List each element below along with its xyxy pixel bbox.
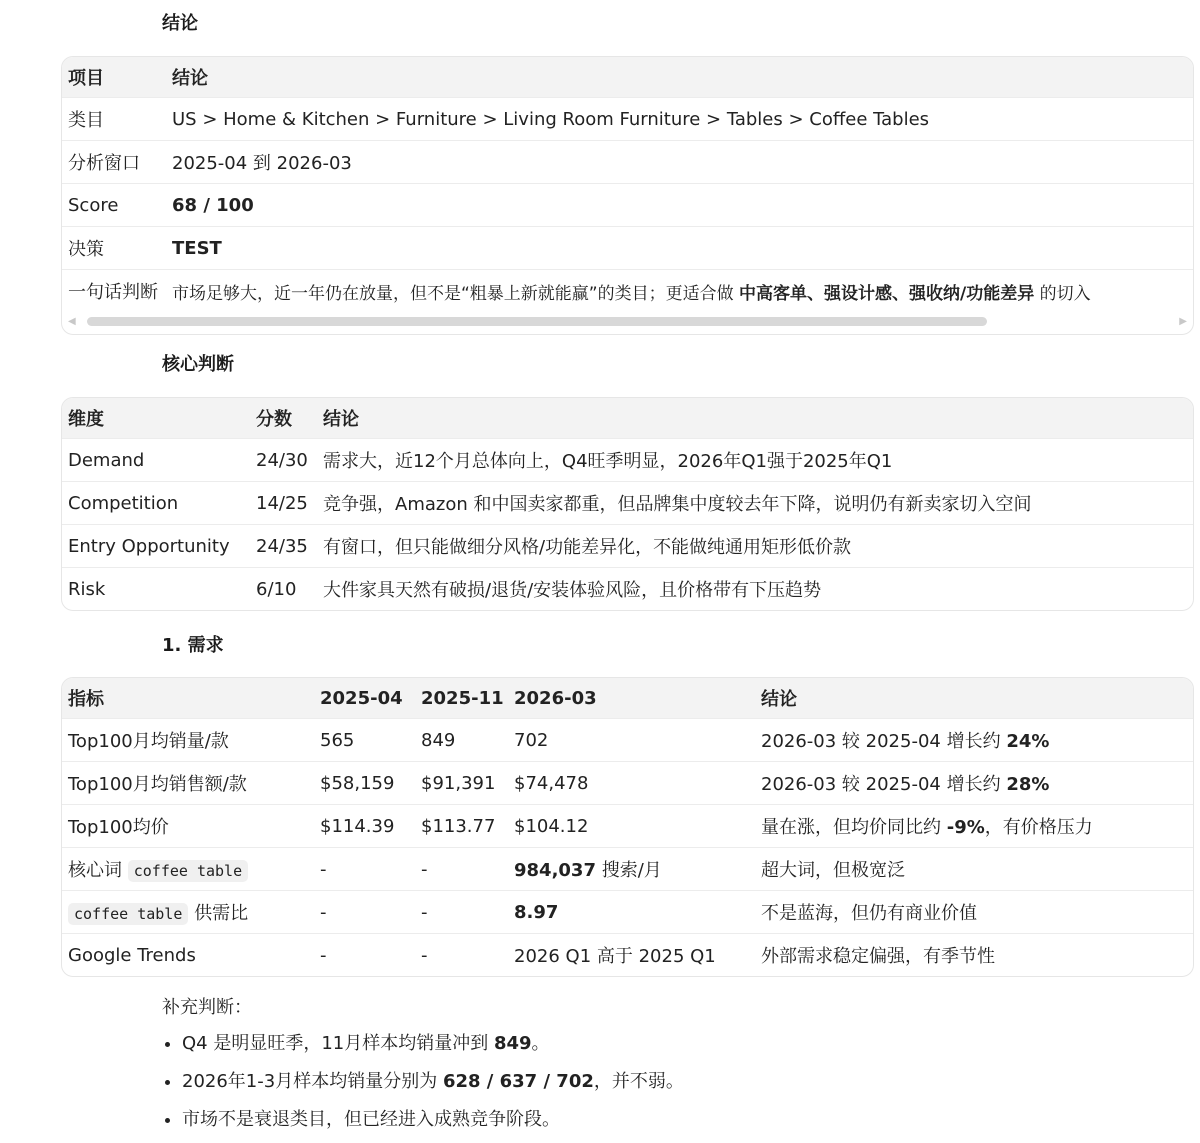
header-conclusion: 结论 — [761, 689, 797, 710]
row-key: Score — [68, 194, 119, 216]
core-judgement-table — [61, 397, 1194, 611]
conclusion-emphasis: 24% — [1006, 731, 1050, 752]
table-header-row — [62, 678, 1193, 719]
metric-cell: Top100月均销量/款 — [68, 731, 229, 752]
value-2025-04: - — [320, 944, 327, 966]
dimension-cell: Demand — [68, 449, 145, 471]
metric-cell — [62, 856, 314, 882]
value-2025-04: 565 — [320, 729, 355, 751]
row-key: 决策 — [68, 239, 104, 260]
conclusion-cell: 超大词，但极宽泛 — [761, 860, 905, 881]
supply-demand-ratio: 8.97 — [514, 901, 559, 923]
conclusion-cell — [755, 813, 1093, 839]
keyword-code: coffee table — [128, 860, 248, 882]
table-row — [62, 227, 1193, 270]
score-value: 68 / 100 — [172, 194, 254, 216]
score-cell: 6/10 — [256, 578, 297, 600]
search-volume-unit: 搜索/月 — [595, 860, 662, 881]
conclusion-cell: 需求大，近12个月总体向上，Q4旺季明显，2026年Q1强于2025年Q1 — [323, 451, 893, 472]
summary-text-end: 的切入 — [1034, 283, 1091, 304]
table-row — [62, 184, 1193, 227]
conclusion-text: 2026-03 较 2025-04 增长约 — [761, 774, 1007, 795]
decision-value: TEST — [172, 237, 222, 259]
table-row — [62, 891, 1193, 934]
list-item-emphasis: 849 — [493, 1033, 532, 1054]
header-conclusion: 结论 — [323, 409, 359, 430]
list-item — [182, 1063, 684, 1101]
dimension-cell: Competition — [68, 492, 179, 514]
list-item-text-end: 。 — [531, 1033, 550, 1054]
list-item-text: 2026年1-3月样本均销量分别为 — [182, 1071, 443, 1092]
summary-text: 市场足够大，近一年仍在放量，但不是“粗暴上新就能赢”的类目；更适合做 — [172, 283, 740, 304]
table-row — [62, 141, 1193, 184]
row-key: 一句话判断 — [68, 282, 158, 303]
table-row — [62, 568, 1193, 610]
table-row — [62, 98, 1193, 141]
table-row — [62, 934, 1193, 976]
conclusion-text-end: ，有价格压力 — [984, 817, 1093, 838]
metric-cell: Top100均价 — [68, 817, 169, 838]
scrollbar-thumb[interactable] — [87, 317, 987, 326]
row-value: 2025-04 到 2026-03 — [172, 153, 352, 174]
header-2025-04: 2025-04 — [320, 687, 403, 709]
value-2025-11: - — [421, 944, 428, 966]
list-item-text: Q4 是明显旺季，11月样本均销量冲到 — [182, 1033, 494, 1054]
header-metric: 指标 — [68, 689, 104, 710]
metric-cell — [62, 899, 314, 925]
section-heading-core-judgement: 核心判断 — [162, 354, 234, 375]
supplement-list — [160, 1025, 684, 1139]
summary-emphasis: 中高客单、强设计感、强收纳/功能差异 — [739, 283, 1035, 304]
conclusion-cell: 外部需求稳定偏强，有季节性 — [761, 946, 995, 967]
header-2025-11: 2025-11 — [421, 687, 504, 709]
row-key: 分析窗口 — [68, 153, 140, 174]
list-item — [182, 1025, 684, 1063]
search-volume: 984,037 — [514, 860, 596, 881]
list-item-text: 市场不是衰退类目，但已经进入成熟竞争阶段。 — [182, 1109, 560, 1130]
conclusion-text: 量在涨，但均价同比约 — [761, 817, 947, 838]
table-row — [62, 439, 1193, 482]
value-2025-11: 849 — [421, 729, 456, 751]
value-2026-03: $74,478 — [514, 772, 589, 794]
header-dimension: 维度 — [68, 409, 104, 430]
conclusion-emphasis: 28% — [1006, 774, 1050, 795]
conclusion-text: 2026-03 较 2025-04 增长约 — [761, 731, 1007, 752]
header-item: 项目 — [68, 68, 104, 89]
value-2025-11: $113.77 — [421, 815, 496, 837]
table-row — [62, 719, 1193, 762]
value-2026-03: 702 — [514, 729, 549, 751]
header-2026-03: 2026-03 — [514, 687, 597, 709]
value-2026-03: $104.12 — [514, 815, 589, 837]
keyword-code: coffee table — [68, 903, 188, 925]
scroll-left-icon[interactable]: ◀ — [68, 316, 76, 327]
value-2025-11: - — [421, 901, 428, 923]
score-cell: 24/30 — [256, 449, 308, 471]
section-heading-conclusion: 结论 — [162, 13, 198, 34]
row-value — [166, 279, 1091, 304]
value-2025-04: $114.39 — [320, 815, 395, 837]
metric-label: 核心词 — [68, 860, 128, 881]
metric-label: 供需比 — [188, 903, 249, 924]
scroll-right-icon[interactable]: ▶ — [1179, 316, 1187, 327]
table-row — [62, 525, 1193, 568]
conclusion-cell: 不是蓝海，但仍有商业价值 — [761, 903, 977, 924]
list-item-text-end: ，并不弱。 — [593, 1071, 684, 1092]
table-row — [62, 762, 1193, 805]
dimension-cell: Risk — [68, 578, 106, 600]
value-2025-04: - — [320, 858, 327, 880]
value-2025-11: $91,391 — [421, 772, 496, 794]
table-header-row — [62, 398, 1193, 439]
row-key: 类目 — [68, 110, 104, 131]
header-score: 分数 — [256, 409, 292, 430]
table-header-row — [62, 57, 1193, 98]
demand-table — [61, 677, 1194, 977]
table-row — [62, 270, 1193, 312]
value-2025-11: - — [421, 858, 428, 880]
value-2026-03 — [508, 902, 755, 923]
table-row — [62, 848, 1193, 891]
table-row — [62, 805, 1193, 848]
value-2026-03: 2026 Q1 高于 2025 Q1 — [514, 946, 716, 967]
value-2025-04: $58,159 — [320, 772, 395, 794]
row-value: US > Home & Kitchen > Furniture > Living Room Furniture > Tables > Coffee Tables — [172, 108, 930, 130]
conclusion-cell: 有窗口，但只能做细分风格/功能差异化，不能做纯通用矩形低价款 — [323, 537, 852, 558]
value-2026-03 — [508, 856, 755, 882]
conclusion-cell — [755, 770, 1049, 796]
supplement-label: 补充判断： — [162, 997, 252, 1018]
conclusion-cell: 竞争强，Amazon 和中国卖家都重，但品牌集中度较去年下降，说明仍有新卖家切入空间 — [323, 494, 1032, 515]
table-row — [62, 482, 1193, 525]
conclusion-cell — [755, 727, 1049, 753]
score-cell: 24/35 — [256, 535, 308, 557]
dimension-cell: Entry Opportunity — [68, 535, 230, 557]
conclusion-cell: 大件家具天然有破损/退货/安装体验风险，且价格带有下压趋势 — [323, 580, 822, 601]
metric-cell: Top100月均销售额/款 — [68, 774, 247, 795]
metric-cell: Google Trends — [68, 944, 196, 966]
conclusion-emphasis: -9% — [946, 817, 985, 838]
header-conclusion: 结论 — [172, 68, 208, 89]
value-2025-04: - — [320, 901, 327, 923]
section-heading-demand: 1. 需求 — [162, 635, 224, 656]
list-item-emphasis: 628 / 637 / 702 — [442, 1071, 594, 1092]
conclusion-table — [61, 56, 1194, 335]
horizontal-scrollbar[interactable] — [62, 312, 1193, 334]
list-item — [182, 1101, 684, 1139]
score-cell: 14/25 — [256, 492, 308, 514]
